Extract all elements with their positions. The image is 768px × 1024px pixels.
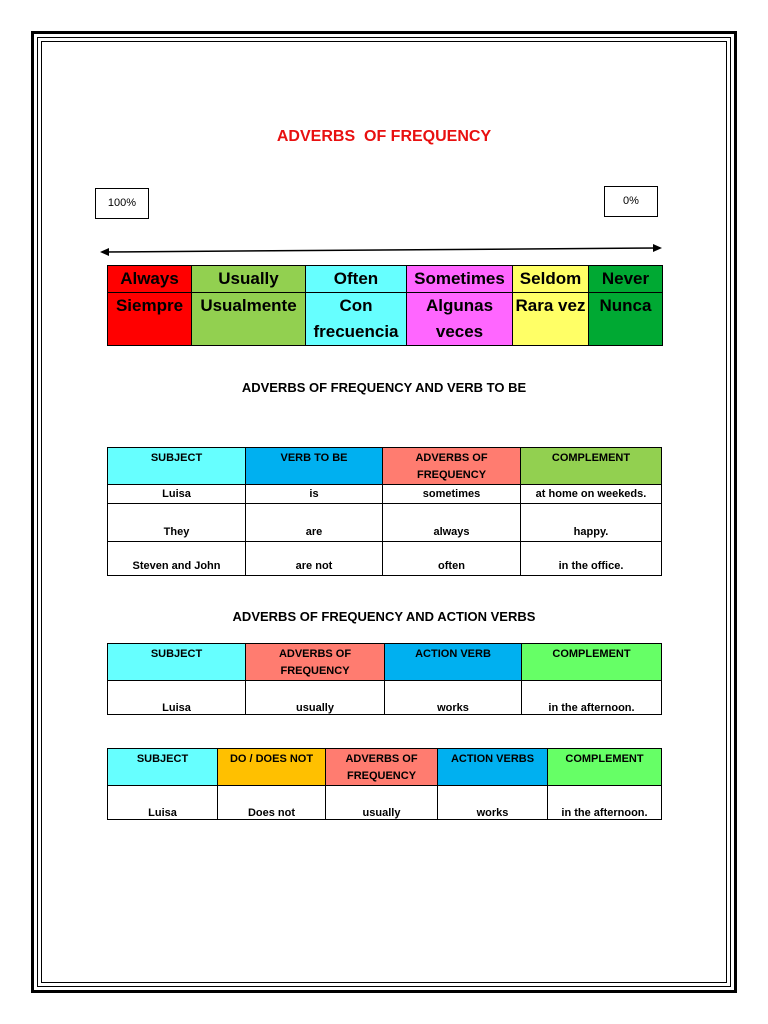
percent-100-box: 100%	[95, 188, 149, 219]
percent-0-box: 0%	[604, 186, 658, 217]
section-heading-verb-to-be: ADVERBS OF FREQUENCY AND VERB TO BE	[241, 380, 527, 395]
cell-subject: Luisa	[108, 681, 246, 715]
table-row	[108, 485, 662, 504]
scale-cell-con-frecuencia: Con frecuencia	[306, 293, 407, 346]
verb-to-be-table	[107, 447, 662, 576]
cell-subject: Luisa	[108, 485, 246, 504]
scale-cell-usually: Usually	[192, 266, 306, 293]
double-arrow-icon	[100, 245, 662, 257]
page-title: ADVERBS OF FREQUENCY	[276, 128, 492, 145]
header-complement: COMPLEMENT	[522, 644, 662, 681]
header-verb-to-be: VERB TO BE	[246, 448, 383, 485]
scale-cell-siempre: Siempre	[108, 293, 192, 346]
cell-adverb: usually	[326, 786, 438, 820]
table-header-row	[108, 448, 662, 485]
cell-adverb: always	[383, 504, 521, 542]
section-heading-action-verbs: ADVERBS OF FREQUENCY AND ACTION VERBS	[232, 609, 536, 624]
table-row	[108, 681, 662, 715]
table-header-row	[108, 644, 662, 681]
table-header-row	[108, 749, 662, 786]
scale-cell-rara-vez: Rara vez	[513, 293, 589, 346]
table-row	[108, 786, 662, 820]
table-row	[108, 542, 662, 576]
scale-cell-always: Always	[108, 266, 192, 293]
header-subject: SUBJECT	[108, 749, 218, 786]
scale-cell-often: Often	[306, 266, 407, 293]
cell-subject: They	[108, 504, 246, 542]
header-subject: SUBJECT	[108, 644, 246, 681]
cell-adverb: sometimes	[383, 485, 521, 504]
scale-row-spanish	[108, 293, 663, 346]
scale-cell-seldom: Seldom	[513, 266, 589, 293]
scale-cell-nunca: Nunca	[589, 293, 663, 346]
frequency-scale-table	[107, 265, 663, 346]
cell-action-verb: works	[385, 681, 522, 715]
scale-cell-sometimes: Sometimes	[407, 266, 513, 293]
scale-cell-never: Never	[589, 266, 663, 293]
cell-adverb: often	[383, 542, 521, 576]
header-adverbs-of-frequency: ADVERBS OF FREQUENCY	[246, 644, 385, 681]
cell-action-verb: works	[438, 786, 548, 820]
header-action-verbs: ACTION VERBS	[438, 749, 548, 786]
header-do-does-not: DO / DOES NOT	[218, 749, 326, 786]
header-subject: SUBJECT	[108, 448, 246, 485]
cell-verb: are not	[246, 542, 383, 576]
header-adverbs-of-frequency: ADVERBS OF FREQUENCY	[326, 749, 438, 786]
cell-do-does-not: Does not	[218, 786, 326, 820]
cell-complement: in the afternoon.	[522, 681, 662, 715]
scale-row-english	[108, 266, 663, 293]
cell-complement: in the office.	[521, 542, 662, 576]
cell-subject: Luisa	[108, 786, 218, 820]
header-adverbs-of-frequency: ADVERBS OF FREQUENCY	[383, 448, 521, 485]
scale-cell-algunas-veces: Algunas veces	[407, 293, 513, 346]
action-verbs-table	[107, 643, 662, 715]
cell-subject: Steven and John	[108, 542, 246, 576]
header-action-verb: ACTION VERB	[385, 644, 522, 681]
cell-adverb: usually	[246, 681, 385, 715]
table-row	[108, 504, 662, 542]
header-complement: COMPLEMENT	[548, 749, 662, 786]
cell-verb: is	[246, 485, 383, 504]
scale-cell-usualmente: Usualmente	[192, 293, 306, 346]
cell-complement: happy.	[521, 504, 662, 542]
cell-complement: at home on weekeds.	[521, 485, 662, 504]
cell-complement: in the afternoon.	[548, 786, 662, 820]
negative-action-verbs-table	[107, 748, 662, 820]
cell-verb: are	[246, 504, 383, 542]
header-complement: COMPLEMENT	[521, 448, 662, 485]
